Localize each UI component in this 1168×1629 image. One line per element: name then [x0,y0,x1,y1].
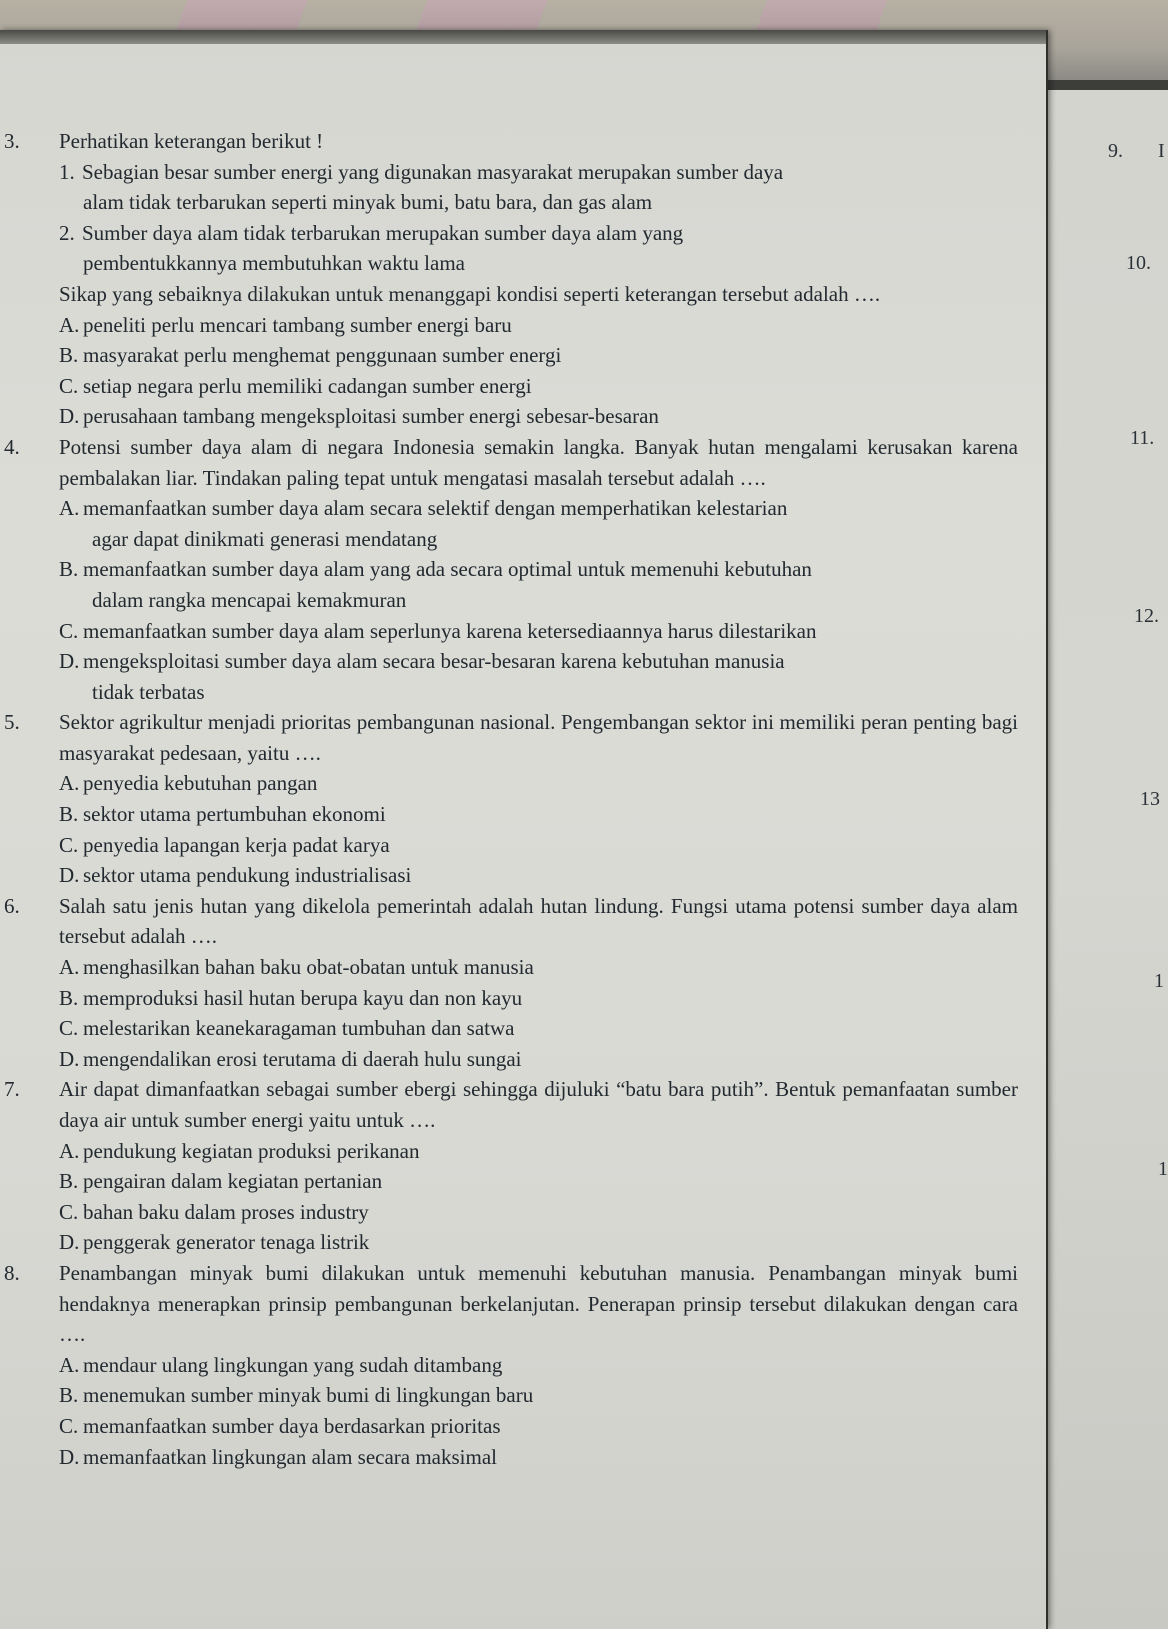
statement-number: 1. [59,159,75,184]
option-text-continued: agar dapat dinikmati generasi mendatang [92,526,438,551]
option-letter: D. [59,404,80,429]
option-c [59,1197,1018,1228]
option-d [59,1227,1018,1258]
option-text: sektor utama pertumbuhan ekonomi [83,802,386,827]
question-number: 8. [4,1260,20,1285]
option-a [59,1136,1018,1167]
right-page [1048,90,1168,1629]
question-number: 4. [4,434,20,459]
option-letter: C. [59,1016,79,1041]
option-text: mendaur ulang lingkungan yang sudah ditambang [83,1352,503,1377]
right-page-number: 12. [1134,605,1159,627]
question-4 [0,432,1040,707]
option-text: setiap negara perlu memiliki cadangan sumber energi [83,373,532,398]
right-page-number: 11. [1130,427,1155,449]
option-text: bahan baku dalam proses industry [83,1199,369,1224]
statement-text-continued: pembentukkannya membutuhkan waktu lama [83,251,465,276]
option-text: perusahaan tambang mengeksploitasi sumber energi sebesar-besaran [83,404,659,429]
option-letter: C. [59,1413,79,1438]
question-stem: Salah satu jenis hutan yang dikelola pemerintah adalah hutan lindung. Fungsi utama potensi sumber daya alam tersebut adalah …. [59,893,1018,949]
option-text: masyarakat perlu menghemat penggunaan sumber energi [83,343,562,368]
option-b [59,1166,1018,1197]
option-text: memanfaatkan sumber daya alam seperlunya karena ketersediaannya harus dilestarikan [83,618,817,643]
question-stem: Sektor agrikultur menjadi prioritas pembangunan nasional. Pengembangan sektor ini memiliki peran penting bagi masyarakat pedesaan, yaitu …. [59,710,1018,765]
option-text: pengairan dalam kegiatan pertanian [83,1169,383,1194]
option-letter: A. [59,312,80,337]
option-c [59,1411,1018,1442]
statement-text-continued: alam tidak terbarukan seperti minyak bumi, batu bara, dan gas alam [83,190,653,215]
option-text: penyedia kebutuhan pangan [83,771,318,796]
question-number: 7. [4,1077,20,1102]
question-5 [0,707,1040,891]
option-text: memanfaatkan sumber daya berdasarkan prioritas [83,1413,501,1438]
option-b [59,983,1018,1014]
question-3 [0,126,1040,432]
option-letter: C. [59,618,79,643]
right-page-number: 13 [1140,788,1160,810]
option-letter: D. [59,649,80,674]
question-8 [0,1258,1040,1472]
option-a [59,310,1018,341]
option-text-continued: dalam rangka mencapai kemakmuran [92,587,407,612]
option-letter: B. [59,985,79,1010]
option-d [59,401,1018,432]
option-letter: A. [59,955,80,980]
option-text: menemukan sumber minyak bumi di lingkungan baru [83,1383,534,1408]
option-letter: C. [59,1199,79,1224]
option-text: mengeksploitasi sumber daya alam secara besar-besaran karena kebutuhan manusia [83,649,785,674]
option-text: peneliti perlu mencari tambang sumber energi baru [83,312,512,337]
questions-list [0,126,1040,1472]
option-d [59,646,1018,707]
right-page-number: I [1158,140,1165,162]
option-text: memanfaatkan sumber daya alam secara selektif dengan memperhatikan kelestarian [83,496,788,521]
statement-text: Sumber daya alam tidak terbarukan merupakan sumber daya alam yang [82,220,684,245]
question-6 [0,891,1040,1075]
option-letter: A. [59,1352,80,1377]
question-stem: Potensi sumber daya alam di negara Indonesia semakin langka. Banyak hutan mengalami kerusakan karena pembalakan liar. Tindakan paling tepat untuk mengatasi masalah tersebut adalah …. [59,434,1018,490]
option-b [59,340,1018,371]
option-text: mengendalikan erosi terutama di daerah hulu sungai [83,1046,522,1071]
option-letter: A. [59,496,80,521]
option-c [59,371,1018,402]
option-a [59,768,1018,799]
question-stem: Penambangan minyak bumi dilakukan untuk memenuhi kebutuhan manusia. Penambangan minyak bumi hendaknya menerapkan prinsip pembangunan berkelanjutan. Penerapan prinsip tersebut dilakukan dengan cara …. [59,1260,1018,1347]
right-page-number: 1 [1154,970,1164,992]
option-text: memproduksi hasil hutan berupa kayu dan non kayu [83,985,523,1010]
option-d [59,860,1018,891]
option-text: menghasilkan bahan baku obat-obatan untuk manusia [83,955,534,980]
option-letter: A. [59,771,80,796]
option-letter: B. [59,1383,79,1408]
option-b [59,1380,1018,1411]
option-text-continued: tidak terbatas [92,679,205,704]
option-text: melestarikan keanekaragaman tumbuhan dan satwa [83,1016,515,1041]
option-letter: B. [59,802,79,827]
option-text: sektor utama pendukung industrialisasi [83,863,412,888]
question-7 [0,1074,1040,1258]
question-number: 5. [4,710,20,735]
statement-2 [59,218,1018,279]
option-letter: D. [59,1230,80,1255]
question-stem: Air dapat dimanfaatkan sebagai sumber ebergi sehingga dijuluki “batu bara putih”. Bentuk pemanfaatan sumber daya air untuk sumber energi yaitu untuk …. [59,1077,1018,1132]
question-stem: Perhatikan keterangan berikut ! [59,129,324,153]
page-top-edge [0,30,1046,44]
option-letter: A. [59,1138,80,1163]
option-letter: D. [59,1444,80,1469]
question-prompt: Sikap yang sebaiknya dilakukan untuk menanggapi kondisi seperti keterangan tersebut adalah …. [59,281,881,306]
statement-1 [59,157,1018,218]
option-d [59,1044,1018,1075]
option-text: memanfaatkan lingkungan alam secara maksimal [83,1444,498,1469]
option-c [59,830,1018,861]
question-number: 6. [4,893,20,918]
option-letter: B. [59,557,79,582]
option-letter: C. [59,832,79,857]
right-page-number: 10. [1126,252,1151,274]
option-text: penggerak generator tenaga listrik [83,1230,370,1255]
option-d [59,1442,1018,1473]
option-letter: D. [59,1046,80,1071]
option-a [59,493,1018,554]
option-b [59,554,1018,615]
option-b [59,799,1018,830]
right-page-number: 9. [1108,140,1123,162]
option-letter: B. [59,343,79,368]
option-letter: B. [59,1169,79,1194]
option-letter: D. [59,863,80,888]
option-c [59,1013,1018,1044]
question-number: 3. [4,129,20,153]
option-letter: C. [59,373,79,398]
statement-number: 2. [59,220,75,245]
option-a [59,1350,1018,1381]
statement-text: Sebagian besar sumber energi yang digunakan masyarakat merupakan sumber daya [82,159,784,184]
option-text: pendukung kegiatan produksi perikanan [83,1138,420,1163]
option-a [59,952,1018,983]
option-c [59,616,1018,647]
option-text: memanfaatkan sumber daya alam yang ada secara optimal untuk memenuhi kebutuhan [83,557,812,582]
option-text: penyedia lapangan kerja padat karya [83,832,390,857]
right-page-number: 1 [1158,1158,1168,1180]
